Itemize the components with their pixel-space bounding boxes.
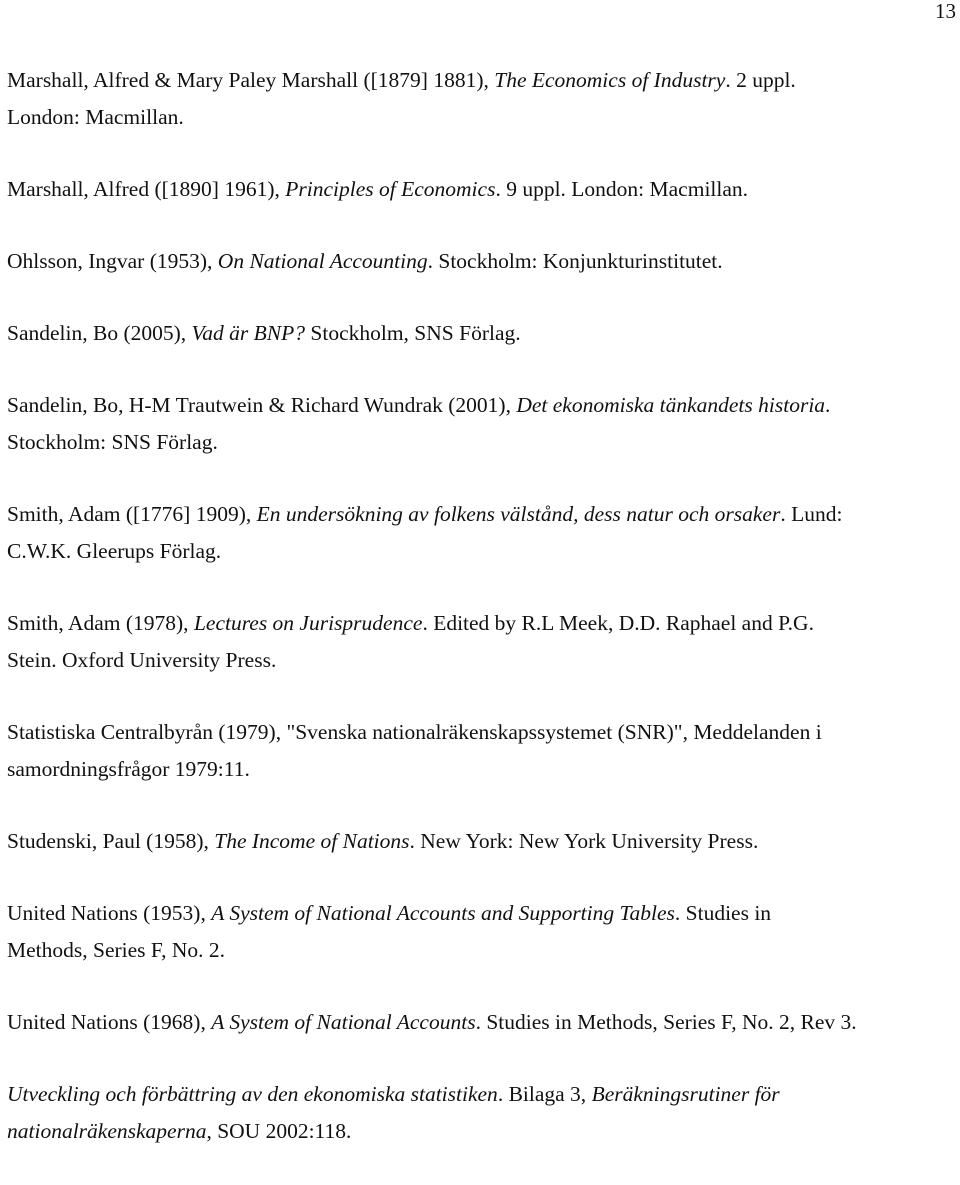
page-number: 13 [935, 0, 956, 23]
reference-title: Beräkningsrutiner för nationalräkenskaperna [7, 1082, 780, 1143]
reference-text: Sandelin, Bo (2005), [7, 321, 192, 345]
reference-text: Smith, Adam ([1776] 1909), [7, 502, 257, 526]
reference-text: Sandelin, Bo, H-M Trautwein & Richard Wundrak (2001), [7, 393, 517, 417]
reference-text: Marshall, Alfred ([1890] 1961), [7, 177, 286, 201]
reference-title: A System of National Accounts and Supporting Tables [211, 901, 675, 925]
reference-text: . Edited by R.L Meek, D.D. Raphael and P.G. Stein. Oxford University Press. [7, 611, 814, 672]
reference-text: , SOU 2002:118. [206, 1119, 352, 1143]
reference-title: On National Accounting [217, 249, 428, 273]
reference-text: Stockholm, SNS Förlag. [305, 321, 521, 345]
reference-entry [7, 496, 857, 570]
reference-text: . 9 uppl. London: Macmillan. [495, 177, 749, 201]
reference-text: . New York: New York University Press. [409, 829, 759, 853]
reference-text: Statistiska Centralbyrån (1979), "Svenska nationalräkenskapssystemet (SNR)", Meddelanden i samordningsfrågor 1979:11. [7, 720, 822, 781]
reference-text: . Bilaga 3, [497, 1082, 592, 1106]
reference-text: . Lund: C.W.K. Gleerups Förlag. [7, 502, 843, 563]
reference-text: Marshall, Alfred & Mary Paley Marshall ([1879] 1881), [7, 68, 495, 92]
reference-entry [7, 243, 857, 280]
reference-title: The Economics of Industry [494, 68, 726, 92]
reference-entry [7, 714, 857, 788]
reference-text: Ohlsson, Ingvar (1953), [7, 249, 218, 273]
reference-text: . Studies in Methods, Series F, No. 2, Rev 3. [475, 1010, 857, 1034]
reference-text: . Stockholm: Konjunkturinstitutet. [427, 249, 723, 273]
reference-text: . Studies in Methods, Series F, No. 2. [7, 901, 772, 962]
reference-entry [7, 171, 857, 208]
reference-text: Studenski, Paul (1958), [7, 829, 215, 853]
reference-title: Vad är BNP? [191, 321, 306, 345]
reference-entry [7, 62, 857, 136]
reference-list [7, 62, 857, 1185]
reference-entry [7, 1076, 857, 1150]
reference-entry [7, 387, 857, 461]
reference-text: . 2 uppl. London: Macmillan. [7, 68, 796, 129]
reference-title: The Income of Nations [214, 829, 410, 853]
reference-title: A System of National Accounts [211, 1010, 476, 1034]
reference-title: En undersökning av folkens välstånd, dess natur och orsaker [256, 502, 781, 526]
reference-title: Principles of Economics [285, 177, 496, 201]
reference-entry [7, 315, 857, 352]
reference-entry [7, 1004, 857, 1041]
reference-title: Lectures on Jurisprudence [193, 611, 423, 635]
reference-entry [7, 895, 857, 969]
reference-title: Utveckling och förbättring av den ekonomiska statistiken [7, 1082, 498, 1106]
reference-entry [7, 823, 857, 860]
reference-entry [7, 605, 857, 679]
reference-text: . Stockholm: SNS Förlag. [7, 393, 831, 454]
reference-text: United Nations (1968), [7, 1010, 212, 1034]
reference-title: Det ekonomiska tänkandets historia [516, 393, 826, 417]
reference-text: United Nations (1953), [7, 901, 212, 925]
reference-text: Smith, Adam (1978), [7, 611, 194, 635]
